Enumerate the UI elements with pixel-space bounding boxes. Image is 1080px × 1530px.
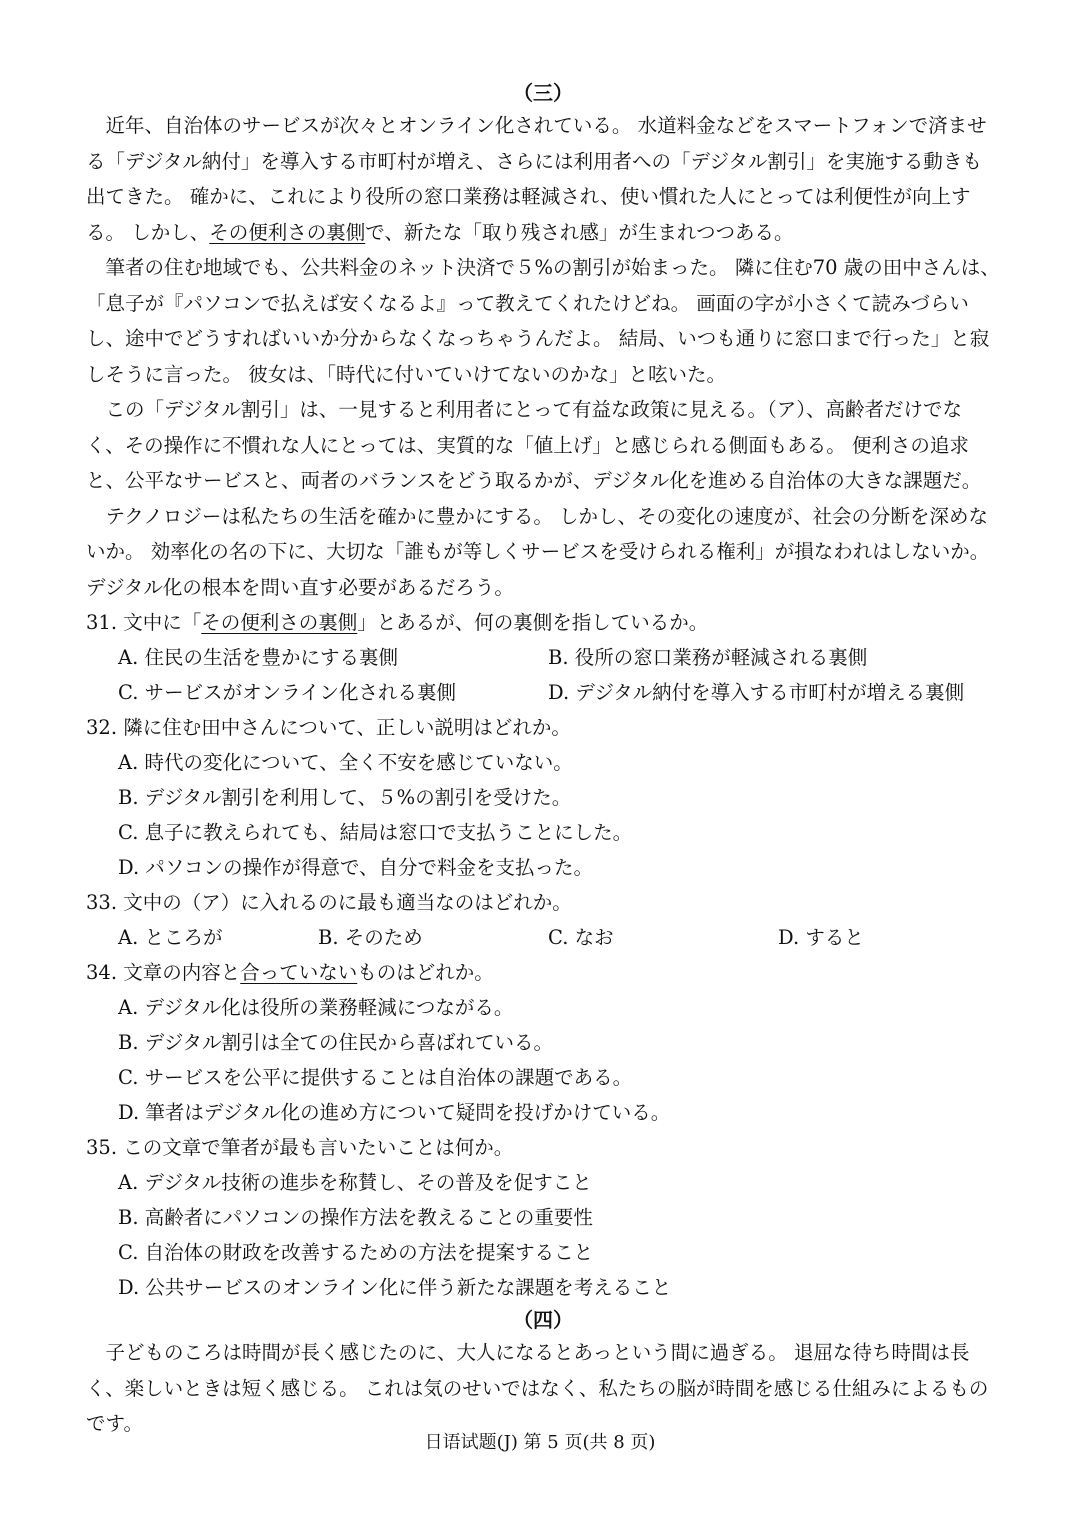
question-34-underlined: 合っていない bbox=[240, 961, 358, 984]
section-3-paragraph-1 bbox=[86, 108, 1000, 250]
question-32 bbox=[86, 710, 1000, 885]
question-31-post: 」とあるが、何の裏側を指しているか。 bbox=[357, 611, 709, 634]
question-31-underlined: その便利さの裏側 bbox=[201, 611, 358, 634]
question-31-pre: 31. 文中に「 bbox=[86, 611, 202, 634]
question-34-option-c[interactable]: C. サービスを公平に提供することは自治体の課題である。 bbox=[118, 1066, 633, 1089]
question-34-option-b[interactable]: B. デジタル割引は全ての住民から喜ばれている。 bbox=[118, 1031, 554, 1054]
question-32-option-c[interactable]: C. 息子に教えられても、結局は窓口で支払うことにした。 bbox=[118, 821, 633, 844]
section-3-paragraph-3: この「デジタル割引」は、一見すると利用者にとって有益な政策に見える。（ア）、高齢者だけでなく、その操作に不慣れな人にとっては、実質的な「値上げ」と感じられる側面もある。 便利さの追求と、公平なサービスと、両者のバランスをどう取るかが、デジタル化を進める自治体の大きな課題だ。 bbox=[86, 398, 982, 492]
question-31-option-d[interactable]: D. デジタル納付を導入する市町村が増える裏側 bbox=[548, 681, 965, 704]
section-4-paragraph-1: 子どものころは時間が長く感じたのに、大人になるとあっという間に過ぎる。 退屈な待ち時間は長く、楽しいときは短く感じる。 これは気のせいではなく、私たちの脳が時間を感じる仕組みによるものです。 bbox=[86, 1341, 989, 1435]
question-31-option-a[interactable]: A. 住民の生活を豊かにする裏側 bbox=[118, 646, 398, 669]
question-35-text: 35. この文章で筆者が最も言いたいことは何か。 bbox=[86, 1136, 514, 1159]
question-32-option-b[interactable]: B. デジタル割引を利用して、５%の割引を受けた。 bbox=[118, 786, 572, 809]
question-32-option-a[interactable]: A. 時代の変化について、全く不安を感じていない。 bbox=[118, 751, 573, 774]
question-33-option-b[interactable]: B. そのため bbox=[318, 926, 423, 949]
question-34-option-a[interactable]: A. デジタル化は役所の業務軽減につながる。 bbox=[118, 996, 514, 1019]
question-33-option-a[interactable]: A. ところが bbox=[118, 926, 223, 949]
question-34-option-d[interactable]: D. 筆者はデジタル化の進め方について疑問を投げかけている。 bbox=[118, 1101, 671, 1124]
question-35-option-c[interactable]: C. 自治体の財政を改善するための方法を提案すること bbox=[118, 1241, 594, 1264]
section-3-title: （三） bbox=[513, 81, 573, 105]
question-33-option-d[interactable]: D. すると bbox=[778, 926, 864, 949]
question-34-post: ものはどれか。 bbox=[357, 961, 494, 984]
question-31-option-c[interactable]: C. サービスがオンライン化される裏側 bbox=[118, 681, 457, 704]
question-35-option-a[interactable]: A. デジタル技術の進歩を称賛し、その普及を促すこと bbox=[118, 1171, 592, 1194]
paragraph-1-text-a: 近年、自治体のサービスが次々とオンライン化されている。 水道料金などをスマートフォンで済ませる「デジタル納付」を導入する市町村が増え、さらには利用者への「デジタル割引」を実施する動きも出てきた。 確かに、これにより役所の窓口業務は軽減され、使い慣れた人にとっては利便性が向上する。 しかし、 bbox=[86, 114, 987, 244]
question-34 bbox=[86, 955, 1000, 1130]
question-33-text: 33. 文中の（ア）に入れるのに最も適当なのはどれか。 bbox=[86, 891, 572, 914]
question-35-option-b[interactable]: B. 高齢者にパソコンの操作方法を教えることの重要性 bbox=[118, 1206, 593, 1229]
question-35-option-d[interactable]: D. 公共サービスのオンライン化に伴う新たな課題を考えること bbox=[118, 1276, 672, 1299]
question-35 bbox=[86, 1130, 1000, 1305]
question-34-pre: 34. 文章の内容と bbox=[86, 961, 241, 984]
page-footer: 日语试题(J) 第 5 页(共 8 页) bbox=[424, 1432, 656, 1453]
section-3-paragraph-2: 筆者の住む地域でも、公共料金のネット決済で５%の割引が始まった。 隣に住む70 歳の田中さんは、「息子が『パソコンで払えば安くなるよ』って教えてくれたけどね。 画面の字が小さくて読みづらいし、途中でどうすればいいか分からなくなっちゃうんだよ。 結局、いつも通りに窓口まで行った」と寂しそうに言った。 彼女は、「時代に付いていけてないのかな」と呟いた。 bbox=[86, 256, 1000, 386]
question-34-options bbox=[86, 990, 1000, 1130]
question-31-text bbox=[86, 605, 1000, 640]
question-33 bbox=[86, 885, 1000, 955]
question-34-text bbox=[86, 955, 1000, 990]
question-31 bbox=[86, 605, 1000, 710]
question-31-options bbox=[86, 640, 1000, 710]
question-32-option-d[interactable]: D. パソコンの操作が得意で、自分で料金を支払った。 bbox=[118, 856, 594, 879]
underlined-phrase: その便利さの裏側 bbox=[209, 220, 366, 244]
section-3-paragraph-4: テクノロジーは私たちの生活を確かに豊かにする。 しかし、その変化の速度が、社会の分断を深めないか。 効率化の名の下に、大切な「誰もが等しくサービスを受けられる権利」が損なわれはしないか。 デジタル化の根本を問い直す必要があるだろう。 bbox=[86, 504, 990, 599]
section-4-title: （四） bbox=[513, 1308, 573, 1332]
question-33-options bbox=[86, 920, 1000, 955]
question-31-option-b[interactable]: B. 役所の窓口業務が軽減される裏側 bbox=[548, 646, 868, 669]
paragraph-1-text-b: で、新たな「取り残され感」が生まれつつある。 bbox=[365, 220, 794, 244]
question-35-options bbox=[86, 1165, 1000, 1305]
question-32-options bbox=[86, 745, 1000, 885]
question-32-text: 32. 隣に住む田中さんについて、正しい説明はどれか。 bbox=[86, 716, 571, 739]
question-33-option-c[interactable]: C. なお bbox=[548, 926, 614, 949]
